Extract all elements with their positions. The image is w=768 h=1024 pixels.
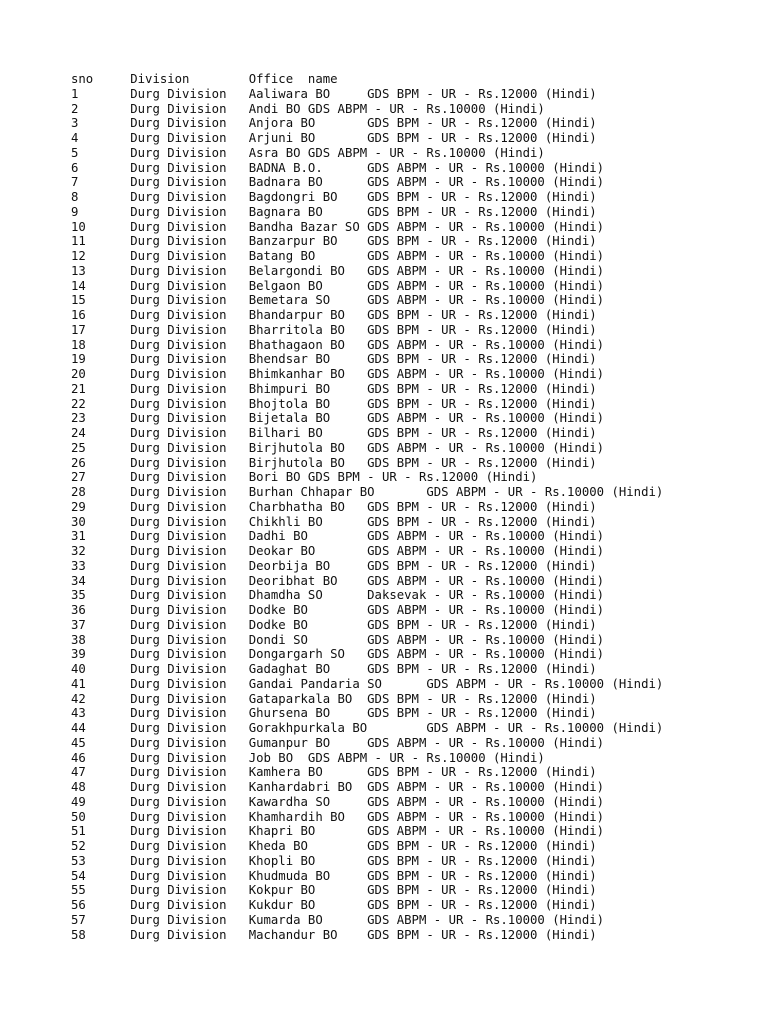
record-line: 31 Durg Division Dadhi BO GDS ABPM - UR - Rs.10000 (Hindi) [71, 529, 605, 544]
document-text [71, 72, 663, 942]
record-line: 46 Durg Division Job BO GDS ABPM - UR - Rs.10000 (Hindi) [71, 750, 545, 765]
record-line: 53 Durg Division Khopli BO GDS BPM - UR - Rs.12000 (Hindi) [71, 853, 597, 868]
record-line: 34 Durg Division Deoribhat BO GDS ABPM - UR - Rs.10000 (Hindi) [71, 573, 605, 588]
record-line: 42 Durg Division Gataparkala BO GDS BPM - UR - Rs.12000 (Hindi) [71, 691, 597, 706]
record-line: 35 Durg Division Dhamdha SO Daksevak - UR - Rs.10000 (Hindi) [71, 588, 605, 603]
record-line: 49 Durg Division Kawardha SO GDS ABPM - UR - Rs.10000 (Hindi) [71, 794, 605, 809]
record-line: 29 Durg Division Charbhatha BO GDS BPM - UR - Rs.12000 (Hindi) [71, 499, 597, 514]
record-line: 41 Durg Division Gandai Pandaria SO GDS ABPM - UR - Rs.10000 (Hindi) [71, 676, 664, 691]
record-line: 48 Durg Division Kanhardabri BO GDS ABPM - UR - Rs.10000 (Hindi) [71, 780, 605, 794]
record-line: 33 Durg Division Deorbija BO GDS BPM - UR - Rs.12000 (Hindi) [71, 558, 597, 573]
record-line: 11 Durg Division Banzarpur BO GDS BPM - UR - Rs.12000 (Hindi) [71, 234, 597, 249]
record-line: 14 Durg Division Belgaon BO GDS ABPM - UR - Rs.10000 (Hindi) [71, 278, 605, 293]
record-line: 54 Durg Division Khudmuda BO GDS BPM - UR - Rs.12000 (Hindi) [71, 868, 597, 883]
record-line: 51 Durg Division Khapri BO GDS ABPM - UR - Rs.10000 (Hindi) [71, 824, 605, 839]
record-line: 18 Durg Division Bhathagaon BO GDS ABPM - UR - Rs.10000 (Hindi) [71, 337, 605, 352]
record-line: 22 Durg Division Bhojtola BO GDS BPM - UR - Rs.12000 (Hindi) [71, 396, 597, 411]
record-line: 45 Durg Division Gumanpur BO GDS ABPM - UR - Rs.10000 (Hindi) [71, 735, 605, 750]
record-line: 8 Durg Division Bagdongri BO GDS BPM - UR - Rs.12000 (Hindi) [71, 190, 597, 204]
record-line: 13 Durg Division Belargondi BO GDS ABPM - UR - Rs.10000 (Hindi) [71, 263, 605, 278]
record-line: 50 Durg Division Khamhardih BO GDS ABPM - UR - Rs.10000 (Hindi) [71, 809, 605, 824]
record-line: 30 Durg Division Chikhli BO GDS BPM - UR - Rs.12000 (Hindi) [71, 514, 597, 529]
record-line: 6 Durg Division BADNA B.O. GDS ABPM - UR - Rs.10000 (Hindi) [71, 160, 605, 175]
record-line: 36 Durg Division Dodke BO GDS ABPM - UR - Rs.10000 (Hindi) [71, 603, 605, 617]
record-line: 43 Durg Division Ghursena BO GDS BPM - UR - Rs.12000 (Hindi) [71, 706, 597, 721]
record-line: 4 Durg Division Arjuni BO GDS BPM - UR - Rs.12000 (Hindi) [71, 131, 597, 145]
record-line: 9 Durg Division Bagnara BO GDS BPM - UR - Rs.12000 (Hindi) [71, 204, 597, 219]
record-line: 26 Durg Division Birjhutola BO GDS BPM - UR - Rs.12000 (Hindi) [71, 455, 597, 470]
record-line: 32 Durg Division Deokar BO GDS ABPM - UR - Rs.10000 (Hindi) [71, 544, 605, 558]
record-line: 47 Durg Division Kamhera BO GDS BPM - UR - Rs.12000 (Hindi) [71, 765, 597, 780]
record-line: 7 Durg Division Badnara BO GDS ABPM - UR - Rs.10000 (Hindi) [71, 175, 605, 190]
record-line: 55 Durg Division Kokpur BO GDS BPM - UR - Rs.12000 (Hindi) [71, 883, 597, 898]
record-line: 37 Durg Division Dodke BO GDS BPM - UR - Rs.12000 (Hindi) [71, 617, 597, 632]
record-line: 3 Durg Division Anjora BO GDS BPM - UR - Rs.12000 (Hindi) [71, 116, 597, 131]
record-line: 52 Durg Division Kheda BO GDS BPM - UR - Rs.12000 (Hindi) [71, 839, 597, 853]
record-line: 23 Durg Division Bijetala BO GDS ABPM - UR - Rs.10000 (Hindi) [71, 411, 605, 426]
record-line: 12 Durg Division Batang BO GDS ABPM - UR - Rs.10000 (Hindi) [71, 249, 605, 263]
record-line: 27 Durg Division Bori BO GDS BPM - UR - Rs.12000 (Hindi) [71, 470, 538, 485]
record-line: 2 Durg Division Andi BO GDS ABPM - UR - Rs.10000 (Hindi) [71, 101, 545, 116]
record-line: 28 Durg Division Burhan Chhapar BO GDS ABPM - UR - Rs.10000 (Hindi) [71, 485, 664, 499]
record-line: 17 Durg Division Bharritola BO GDS BPM - UR - Rs.12000 (Hindi) [71, 322, 597, 337]
record-line: 5 Durg Division Asra BO GDS ABPM - UR - Rs.10000 (Hindi) [71, 145, 545, 160]
record-line: 56 Durg Division Kukdur BO GDS BPM - UR - Rs.12000 (Hindi) [71, 898, 597, 912]
record-line: 40 Durg Division Gadaghat BO GDS BPM - UR - Rs.12000 (Hindi) [71, 662, 597, 676]
record-line: 16 Durg Division Bhandarpur BO GDS BPM - UR - Rs.12000 (Hindi) [71, 308, 597, 322]
record-line: 19 Durg Division Bhendsar BO GDS BPM - UR - Rs.12000 (Hindi) [71, 352, 597, 367]
record-line: 20 Durg Division Bhimkanhar BO GDS ABPM - UR - Rs.10000 (Hindi) [71, 367, 605, 381]
record-line: 38 Durg Division Dondi SO GDS ABPM - UR - Rs.10000 (Hindi) [71, 632, 605, 647]
record-line: 24 Durg Division Bilhari BO GDS BPM - UR - Rs.12000 (Hindi) [71, 426, 597, 440]
record-line: 1 Durg Division Aaliwara BO GDS BPM - UR - Rs.12000 (Hindi) [71, 86, 597, 101]
record-line: 44 Durg Division Gorakhpurkala BO GDS ABPM - UR - Rs.10000 (Hindi) [71, 721, 664, 735]
record-line: 21 Durg Division Bhimpuri BO GDS BPM - UR - Rs.12000 (Hindi) [71, 381, 597, 396]
record-line: 57 Durg Division Kumarda BO GDS ABPM - UR - Rs.10000 (Hindi) [71, 912, 605, 927]
record-line: 58 Durg Division Machandur BO GDS BPM - UR - Rs.12000 (Hindi) [71, 927, 597, 942]
record-line: 25 Durg Division Birjhutola BO GDS ABPM - UR - Rs.10000 (Hindi) [71, 440, 605, 455]
record-line: 39 Durg Division Dongargarh SO GDS ABPM - UR - Rs.10000 (Hindi) [71, 647, 605, 662]
record-line: 15 Durg Division Bemetara SO GDS ABPM - UR - Rs.10000 (Hindi) [71, 293, 605, 308]
record-line: 10 Durg Division Bandha Bazar SO GDS ABPM - UR - Rs.10000 (Hindi) [71, 219, 605, 234]
header-line: sno Division Office name [71, 72, 338, 86]
